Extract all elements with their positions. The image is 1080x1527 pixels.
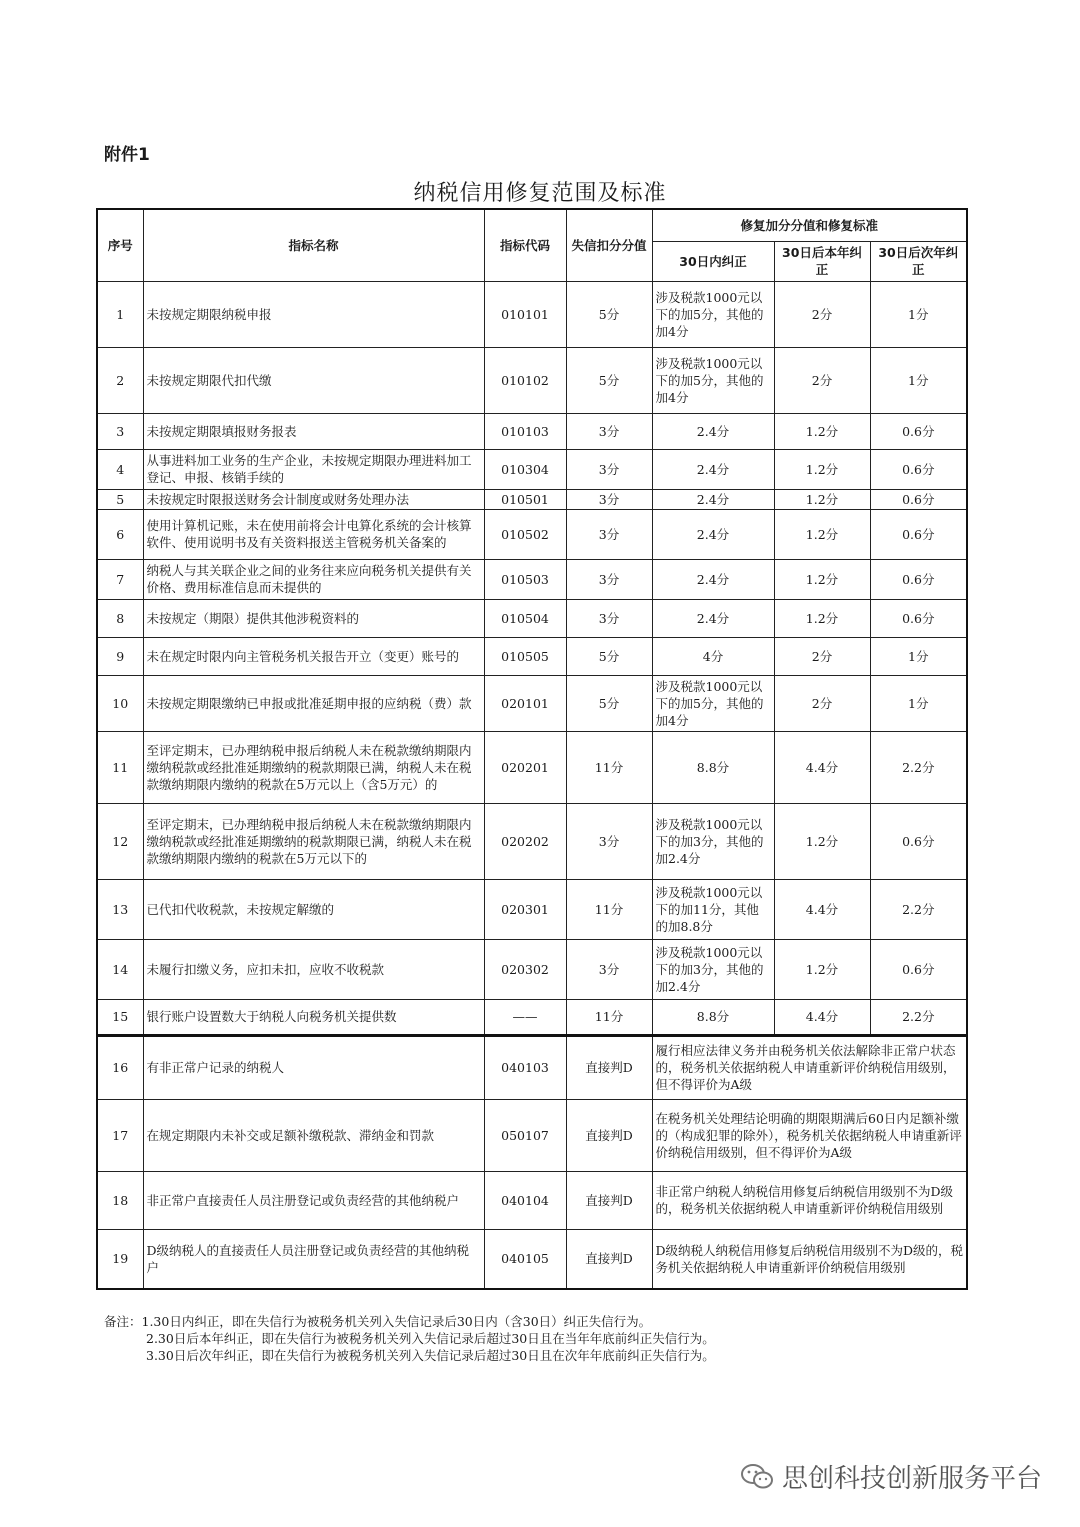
row-seq: 16 [97, 1035, 143, 1099]
row-indicator-name: 未履行扣缴义务，应扣未扣，应收不收税款 [143, 939, 484, 999]
row-indicator-name: 已代扣代收税款，未按规定解缴的 [143, 879, 484, 939]
row-repair-after-30-this-year: 1.2分 [774, 559, 870, 599]
row-seq: 1 [97, 281, 143, 347]
row-indicator-name: 未在规定时限内向主管税务机关报告开立（变更）账号的 [143, 637, 484, 675]
row-repair-standard: D级纳税人纳税信用修复后纳税信用级别不为D级的，税务机关依据纳税人申请重新评价纳税信用级别 [652, 1229, 967, 1289]
row-indicator-code: 040104 [484, 1171, 566, 1229]
row-deduct-points: 3分 [566, 413, 652, 449]
row-indicator-name: 至评定期末，已办理纳税申报后纳税人未在税款缴纳期限内缴纳税款或经批准延期缴纳的税款期限已满，纳税人未在税款缴纳期限内缴纳的税款在5万元以下的 [143, 803, 484, 879]
row-deduct-points: 5分 [566, 675, 652, 731]
row-seq: 8 [97, 599, 143, 637]
row-repair-within-30: 2.4分 [652, 599, 774, 637]
table-row-direct-d [97, 1035, 967, 1099]
row-indicator-name: 纳税人与其关联企业之间的业务往来应向税务机关提供有关价格、费用标准信息而未提供的 [143, 559, 484, 599]
header-seq: 序号 [97, 209, 143, 281]
row-indicator-name: D级纳税人的直接责任人员注册登记或负责经营的其他纳税户 [143, 1229, 484, 1289]
row-deduct-points: 3分 [566, 803, 652, 879]
row-indicator-name: 在规定期限内未补交或足额补缴税款、滞纳金和罚款 [143, 1099, 484, 1171]
row-repair-after-30-next-year: 0.6分 [870, 803, 967, 879]
row-seq: 19 [97, 1229, 143, 1289]
table-row [97, 489, 967, 509]
row-repair-after-30-next-year: 2.2分 [870, 879, 967, 939]
row-deduct-points: 3分 [566, 489, 652, 509]
row-indicator-code: 020202 [484, 803, 566, 879]
row-repair-after-30-this-year: 1.2分 [774, 509, 870, 559]
row-repair-standard: 履行相应法律义务并由税务机关依法解除非正常户状态的，税务机关依据纳税人申请重新评价纳税信用级别，但不得评价为A级 [652, 1035, 967, 1099]
row-repair-after-30-next-year: 1分 [870, 675, 967, 731]
row-repair-after-30-this-year: 2分 [774, 281, 870, 347]
row-seq: 18 [97, 1171, 143, 1229]
row-indicator-code: —— [484, 999, 566, 1035]
row-repair-after-30-next-year: 0.6分 [870, 599, 967, 637]
row-seq: 13 [97, 879, 143, 939]
row-repair-after-30-this-year: 1.2分 [774, 413, 870, 449]
note-line-1: 备注：1.30日内纠正，即在失信行为被税务机关列入失信记录后30日内（含30日）纠正失信行为。 [104, 1314, 652, 1329]
table-row [97, 509, 967, 559]
attachment-label: 附件1 [104, 145, 150, 165]
row-seq: 6 [97, 509, 143, 559]
header-within-30: 30日内纠正 [652, 241, 774, 281]
row-seq: 3 [97, 413, 143, 449]
table-row [97, 879, 967, 939]
row-indicator-code: 010101 [484, 281, 566, 347]
table-row [97, 599, 967, 637]
row-repair-within-30: 2.4分 [652, 509, 774, 559]
row-indicator-name: 使用计算机记账，未在使用前将会计电算化系统的会计核算软件、使用说明书及有关资料报送主管税务机关备案的 [143, 509, 484, 559]
row-deduct-points: 5分 [566, 281, 652, 347]
table-row [97, 449, 967, 489]
table-row [97, 559, 967, 599]
repair-standards-table [96, 208, 968, 1290]
table-row [97, 347, 967, 413]
row-repair-after-30-next-year: 0.6分 [870, 939, 967, 999]
watermark [740, 1458, 1042, 1495]
watermark-text: 思创科技创新服务平台 [782, 1464, 1043, 1494]
row-repair-after-30-next-year: 2.2分 [870, 731, 967, 803]
row-repair-after-30-next-year: 0.6分 [870, 449, 967, 489]
row-repair-within-30: 8.8分 [652, 731, 774, 803]
row-deduct-points: 直接判D [566, 1171, 652, 1229]
row-repair-within-30: 2.4分 [652, 559, 774, 599]
header-deduct: 失信扣分分值 [566, 209, 652, 281]
row-repair-after-30-this-year: 1.2分 [774, 449, 870, 489]
header-code: 指标代码 [484, 209, 566, 281]
row-indicator-name: 未按规定时限报送财务会计制度或财务处理办法 [143, 489, 484, 509]
row-repair-within-30: 4分 [652, 637, 774, 675]
row-indicator-name: 非正常户直接责任人员注册登记或负责经营的其他纳税户 [143, 1171, 484, 1229]
row-indicator-code: 010502 [484, 509, 566, 559]
notes [104, 1313, 715, 1364]
table-row [97, 731, 967, 803]
row-repair-after-30-this-year: 4.4分 [774, 999, 870, 1035]
row-repair-after-30-this-year: 1.2分 [774, 803, 870, 879]
row-repair-after-30-next-year: 2.2分 [870, 999, 967, 1035]
row-indicator-name: 未按规定期限填报财务报表 [143, 413, 484, 449]
header-name: 指标名称 [143, 209, 484, 281]
row-repair-within-30: 涉及税款1000元以下的加5分，其他的加4分 [652, 347, 774, 413]
header-after-30-this-year: 30日后本年纠正 [774, 241, 870, 281]
row-deduct-points: 3分 [566, 449, 652, 489]
row-deduct-points: 直接判D [566, 1229, 652, 1289]
row-indicator-code: 050107 [484, 1099, 566, 1171]
row-deduct-points: 3分 [566, 509, 652, 559]
note-line-2: 2.30日后本年纠正，即在失信行为被税务机关列入失信记录后超过30日且在当年年底前纠正失信行为。 [146, 1331, 715, 1346]
table-row [97, 999, 967, 1035]
row-repair-after-30-this-year: 1.2分 [774, 939, 870, 999]
row-repair-within-30: 2.4分 [652, 489, 774, 509]
row-repair-within-30: 涉及税款1000元以下的加5分，其他的加4分 [652, 281, 774, 347]
row-repair-after-30-next-year: 1分 [870, 637, 967, 675]
row-repair-after-30-this-year: 4.4分 [774, 731, 870, 803]
table-row-direct-d [97, 1099, 967, 1171]
row-deduct-points: 3分 [566, 599, 652, 637]
table-row [97, 281, 967, 347]
row-deduct-points: 11分 [566, 879, 652, 939]
wechat-icon [740, 1463, 774, 1491]
row-indicator-code: 010505 [484, 637, 566, 675]
row-indicator-code: 040103 [484, 1035, 566, 1099]
row-repair-within-30: 涉及税款1000元以下的加3分，其他的加2.4分 [652, 939, 774, 999]
table-row-direct-d [97, 1229, 967, 1289]
row-indicator-code: 020302 [484, 939, 566, 999]
row-seq: 10 [97, 675, 143, 731]
row-repair-within-30: 涉及税款1000元以下的加11分，其他的加8.8分 [652, 879, 774, 939]
row-seq: 11 [97, 731, 143, 803]
row-deduct-points: 3分 [566, 559, 652, 599]
row-repair-after-30-this-year: 1.2分 [774, 599, 870, 637]
row-indicator-code: 020101 [484, 675, 566, 731]
row-indicator-code: 010504 [484, 599, 566, 637]
row-seq: 5 [97, 489, 143, 509]
row-repair-after-30-next-year: 0.6分 [870, 559, 967, 599]
row-indicator-code: 010501 [484, 489, 566, 509]
row-deduct-points: 11分 [566, 731, 652, 803]
row-indicator-name: 有非正常户记录的纳税人 [143, 1035, 484, 1099]
row-indicator-name: 未按规定期限纳税申报 [143, 281, 484, 347]
row-seq: 17 [97, 1099, 143, 1171]
row-indicator-name: 从事进料加工业务的生产企业，未按规定期限办理进料加工登记、申报、核销手续的 [143, 449, 484, 489]
row-indicator-code: 040105 [484, 1229, 566, 1289]
row-indicator-name: 未按规定（期限）提供其他涉税资料的 [143, 599, 484, 637]
table-row [97, 675, 967, 731]
row-seq: 7 [97, 559, 143, 599]
row-seq: 12 [97, 803, 143, 879]
row-repair-within-30: 8.8分 [652, 999, 774, 1035]
row-repair-after-30-this-year: 2分 [774, 675, 870, 731]
row-repair-within-30: 涉及税款1000元以下的加3分，其他的加2.4分 [652, 803, 774, 879]
row-indicator-name: 银行账户设置数大于纳税人向税务机关提供数 [143, 999, 484, 1035]
row-repair-within-30: 涉及税款1000元以下的加5分，其他的加4分 [652, 675, 774, 731]
row-deduct-points: 5分 [566, 347, 652, 413]
header-repair-group: 修复加分分值和修复标准 [652, 209, 967, 241]
row-repair-after-30-this-year: 1.2分 [774, 489, 870, 509]
row-repair-after-30-next-year: 0.6分 [870, 489, 967, 509]
row-indicator-code: 010103 [484, 413, 566, 449]
row-deduct-points: 5分 [566, 637, 652, 675]
row-seq: 9 [97, 637, 143, 675]
note-line-3: 3.30日后次年纠正，即在失信行为被税务机关列入失信记录后超过30日且在次年年底前纠正失信行为。 [146, 1348, 715, 1363]
table-row [97, 637, 967, 675]
row-repair-after-30-this-year: 2分 [774, 347, 870, 413]
row-indicator-code: 010503 [484, 559, 566, 599]
row-repair-after-30-next-year: 1分 [870, 281, 967, 347]
row-indicator-code: 020301 [484, 879, 566, 939]
header-after-30-next-year: 30日后次年纠正 [870, 241, 967, 281]
table-row-direct-d [97, 1171, 967, 1229]
row-repair-standard: 在税务机关处理结论明确的期限期满后60日内足额补缴的（构成犯罪的除外），税务机关依据纳税人申请重新评价纳税信用级别，但不得评价为A级 [652, 1099, 967, 1171]
table-row [97, 803, 967, 879]
row-repair-standard: 非正常户纳税人纳税信用修复后纳税信用级别不为D级的，税务机关依据纳税人申请重新评价纳税信用级别 [652, 1171, 967, 1229]
row-deduct-points: 11分 [566, 999, 652, 1035]
row-indicator-name: 至评定期末，已办理纳税申报后纳税人未在税款缴纳期限内缴纳税款或经批准延期缴纳的税款期限已满，纳税人未在税款缴纳期限内缴纳的税款在5万元以上（含5万元）的 [143, 731, 484, 803]
row-indicator-code: 010102 [484, 347, 566, 413]
row-seq: 4 [97, 449, 143, 489]
row-repair-after-30-this-year: 4.4分 [774, 879, 870, 939]
row-indicator-code: 010304 [484, 449, 566, 489]
row-repair-within-30: 2.4分 [652, 413, 774, 449]
table-row [97, 413, 967, 449]
row-indicator-name: 未按规定期限缴纳已申报或批准延期申报的应纳税（费）款 [143, 675, 484, 731]
row-deduct-points: 直接判D [566, 1099, 652, 1171]
document-title: 纳税信用修复范围及标准 [413, 181, 667, 206]
row-seq: 2 [97, 347, 143, 413]
row-repair-after-30-next-year: 1分 [870, 347, 967, 413]
row-repair-within-30: 2.4分 [652, 449, 774, 489]
row-seq: 15 [97, 999, 143, 1035]
row-repair-after-30-next-year: 0.6分 [870, 509, 967, 559]
row-indicator-code: 020201 [484, 731, 566, 803]
row-deduct-points: 3分 [566, 939, 652, 999]
row-repair-after-30-this-year: 2分 [774, 637, 870, 675]
row-repair-after-30-next-year: 0.6分 [870, 413, 967, 449]
table-row [97, 939, 967, 999]
row-seq: 14 [97, 939, 143, 999]
row-indicator-name: 未按规定期限代扣代缴 [143, 347, 484, 413]
row-deduct-points: 直接判D [566, 1035, 652, 1099]
